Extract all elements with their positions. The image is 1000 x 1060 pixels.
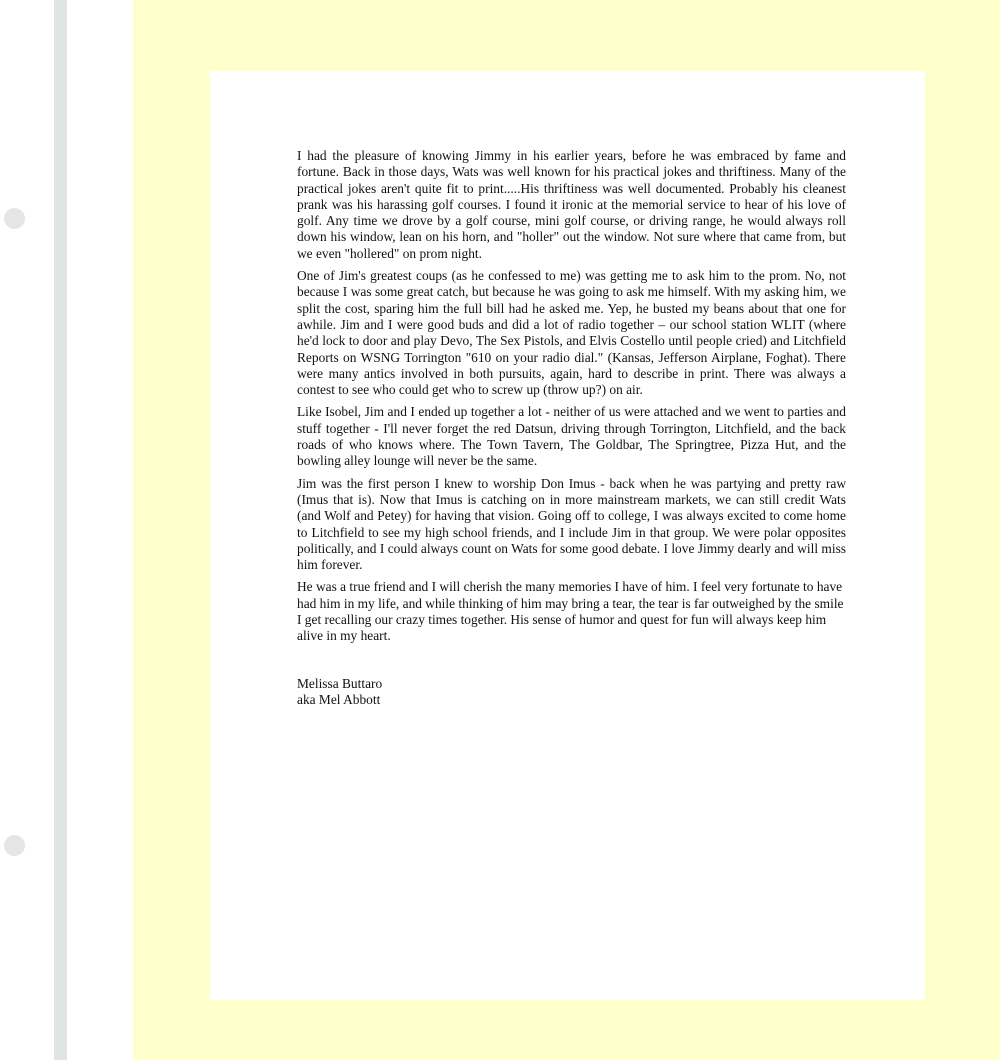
signature-block bbox=[297, 676, 846, 709]
signature-name: Melissa Buttaro bbox=[297, 675, 383, 691]
paragraph-imus: Jim was the first person I knew to worship Don Imus - back when he was partying and pretty raw (Imus that is). Now that Imus is catching on in more mainstream markets, we can still credit Wats (and Wolf and Petey) for having that vision. Going off to college, I was always excited to come home to Litchfield to see my high school friends, and I include Jim in that group. We were polar opposites politically, and I could always count on Wats for some good debate. I love Jimmy dearly and will miss him forever. bbox=[297, 475, 846, 573]
paragraph-datsun: Like Isobel, Jim and I ended up together a lot - neither of us were attached and we went to parties and stuff together - I'll never forget the red Datsun, driving through Torrington, Litchfield, and the back roads of who knows where. The Town Tavern, The Goldbar, The Springtree, Pizza Hut, and the bowling alley lounge will never be the same. bbox=[297, 404, 846, 469]
letter-body bbox=[297, 148, 846, 708]
binder-margin bbox=[0, 0, 133, 1060]
punch-hole-top bbox=[4, 208, 25, 229]
paragraph-prom-radio: One of Jim's greatest coups (as he confessed to me) was getting me to ask him to the prom. No, not because I was some great catch, but because he was going to ask me himself. With my asking him, we split the cost, sparing him the full bill had he asked me. Yep, he busted my beans about that one for awhile. Jim and I were good buds and did a lot of radio together – our school station WLIT (where he'd lock to door and play Devo, The Sex Pistols, and Elvis Costello until people cried) and Litchfield Reports on WSNG Torrington "610 on your radio dial." (Kansas, Jefferson Airplane, Foghat). There were many antics involved in both pursuits, again, hard to describe in print. There was always a contest to see who could get who to screw up (throw up?) on air. bbox=[297, 268, 846, 398]
signature-aka: aka Mel Abbott bbox=[297, 691, 381, 707]
paragraph-true-friend: He was a true friend and I will cherish the many memories I have of him. I feel very fortunate to have had him in my life, and while thinking of him may bring a tear, the tear is far outweighed by the smile I get recalling our crazy times together. His sense of humor and quest for fun will always keep him alive in my heart. bbox=[297, 579, 844, 644]
punch-hole-bottom bbox=[4, 835, 25, 856]
paragraph-memories-golf: I had the pleasure of knowing Jimmy in his earlier years, before he was embraced by fame and fortune. Back in those days, Wats was well known for his practical jokes and thriftiness. Many of the practical jokes aren't quite fit to print.....His thriftiness was well documented. Probably his cleanest prank was his harassing golf courses. I found it ironic at the memorial service to hear of his love of golf. Any time we drove by a golf course, mini golf course, or driving range, he would always roll down his window, lean on his horn, and "holler" out the window. Not sure where that came from, but we even "hollered" on prom night. bbox=[297, 148, 846, 261]
binder-rail bbox=[54, 0, 67, 1060]
